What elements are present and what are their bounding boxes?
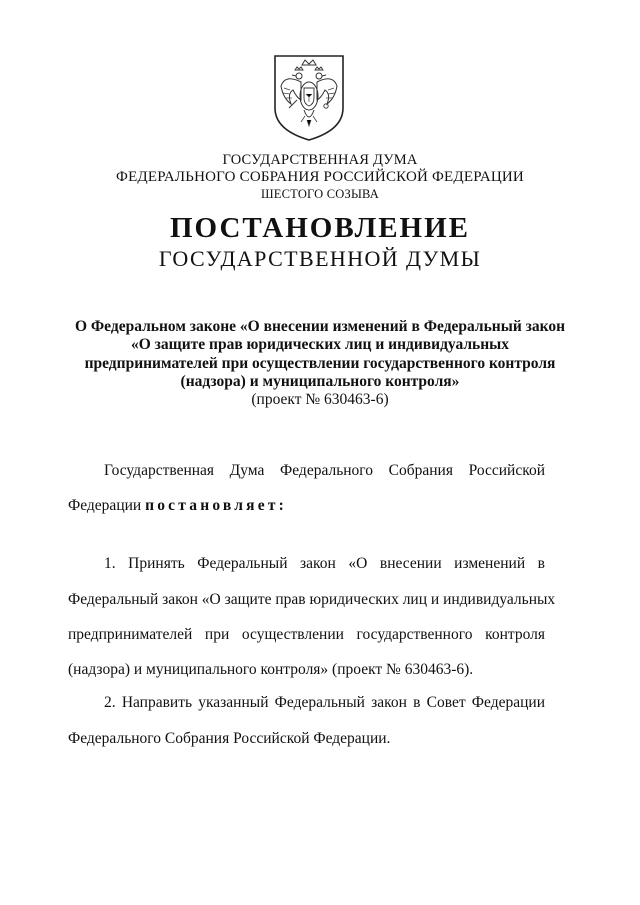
item2-line: Федерального Собрания Российской Федерации. [68, 730, 391, 747]
document-title: ПОСТАНОВЛЕНИЕ [169, 212, 470, 244]
item1-line: Федеральный закон «О защите прав юридических лиц и индивидуальных [68, 591, 556, 608]
project-number: (проект № 630463-6) [251, 391, 389, 408]
subject-line: О Федеральном законе «О внесении изменений в Федеральный закон [74, 318, 566, 335]
subject-line: (надзора) и муниципального контроля» [180, 373, 460, 390]
russian-coat-of-arms-icon [271, 52, 347, 142]
item1-line: предпринимателей при осуществлении государственного контроля [68, 626, 545, 643]
org-name-line1: ГОСУДАРСТВЕННАЯ ДУМА [222, 152, 418, 168]
decree-word: постановляет: [145, 497, 287, 514]
org-name-line2: ФЕДЕРАЛЬНОГО СОБРАНИЯ РОССИЙСКОЙ ФЕДЕРАЦИИ [116, 169, 524, 185]
item2-line: 2. Направить указанный Федеральный закон в Совет Федерации [104, 694, 545, 711]
convocation-line: ШЕСТОГО СОЗЫВА [260, 187, 380, 201]
preamble-line: Государственная Дума Федерального Собрания Российской [104, 462, 545, 479]
item1-line: (надзора) и муниципального контроля» (проект № 630463-6). [68, 661, 474, 678]
preamble-text: Федерации [68, 497, 142, 514]
subject-line: «О защите прав юридических лиц и индивидуальных [130, 336, 510, 353]
preamble-decree-line [68, 497, 545, 515]
item1-line: 1. Принять Федеральный закон «О внесении изменений в [104, 555, 545, 572]
document-subtitle: ГОСУДАРСТВЕННОЙ ДУМЫ [158, 246, 482, 271]
subject-line: предпринимателей при осуществлении государственного контроля [84, 355, 556, 372]
